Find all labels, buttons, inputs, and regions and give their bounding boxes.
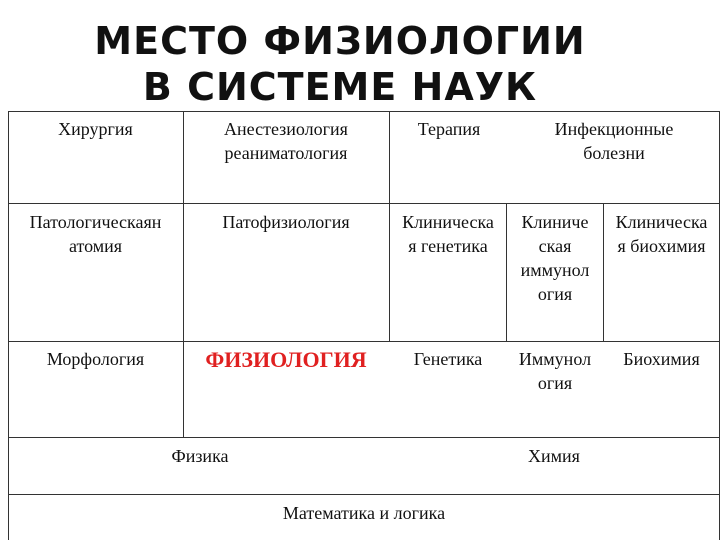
genetics-label: Генетика (413, 349, 483, 369)
row-divider-4 (8, 494, 720, 495)
anesthesiology-line-2: реаниматология (224, 143, 348, 163)
pathophysiology-label: Патофизиология (222, 212, 350, 232)
math-logic-label: Математика и логика (282, 503, 446, 523)
clin-immunology-line-3: иммунол (520, 260, 590, 280)
biochemistry-label: Биохимия (623, 349, 700, 369)
cell-physiology (183, 346, 389, 374)
pathanatomy-line-2: атомия (68, 236, 123, 256)
cell-infectious-diseases (508, 117, 720, 165)
cell-anesthesiology (183, 117, 389, 165)
cell-genetics (390, 347, 506, 371)
clin-biochem-line-1: Клиническа (615, 212, 708, 232)
cell-immunology (507, 347, 603, 395)
cell-morphology (8, 347, 183, 371)
clin-immunology-line-4: огия (537, 284, 573, 304)
cell-math-logic (214, 501, 514, 525)
cell-clinical-immunology (507, 210, 603, 306)
cell-biochemistry (604, 347, 719, 371)
immunology-line-1: Иммунол (518, 349, 592, 369)
cell-clinical-biochemistry (604, 210, 719, 258)
immunology-line-2: огия (537, 373, 573, 393)
table-top-border (8, 111, 720, 112)
clin-immunology-line-1: Клиниче (521, 212, 589, 232)
cell-clinical-genetics (390, 210, 506, 258)
morphology-label: Морфология (46, 349, 145, 369)
title-line-1: МЕСТО ФИЗИОЛОГИИ (94, 19, 586, 63)
physics-label: Физика (171, 446, 229, 466)
clin-genetics-line-2: я генетика (408, 236, 488, 256)
row-divider-2 (8, 341, 720, 342)
cell-surgery (8, 117, 183, 141)
therapy-label: Терапия (417, 119, 481, 139)
cell-pathophysiology (183, 210, 389, 234)
pathanatomy-line-1: Патологическаян (29, 212, 162, 232)
clin-immunology-line-2: ская (538, 236, 572, 256)
chemistry-label: Химия (528, 446, 580, 466)
clin-genetics-line-1: Клиническа (402, 212, 494, 232)
cell-chemistry (454, 444, 654, 468)
table-left-border (8, 111, 9, 540)
row-divider-3 (8, 437, 720, 438)
row-divider-1 (8, 203, 720, 204)
infectious-line-1: Инфекционные (554, 119, 674, 139)
surgery-label: Хирургия (58, 119, 133, 139)
infectious-line-2: болезни (583, 143, 645, 163)
cell-pathological-anatomy (8, 210, 183, 258)
physiology-label: ФИЗИОЛОГИЯ (205, 347, 367, 372)
anesthesiology-line-1: Анестезиология (224, 119, 348, 139)
clin-biochem-line-2: я биохимия (617, 236, 706, 256)
cell-physics (100, 444, 300, 468)
cell-therapy (390, 117, 508, 141)
title-line-2: В СИСТЕМЕ НАУК (142, 65, 538, 109)
